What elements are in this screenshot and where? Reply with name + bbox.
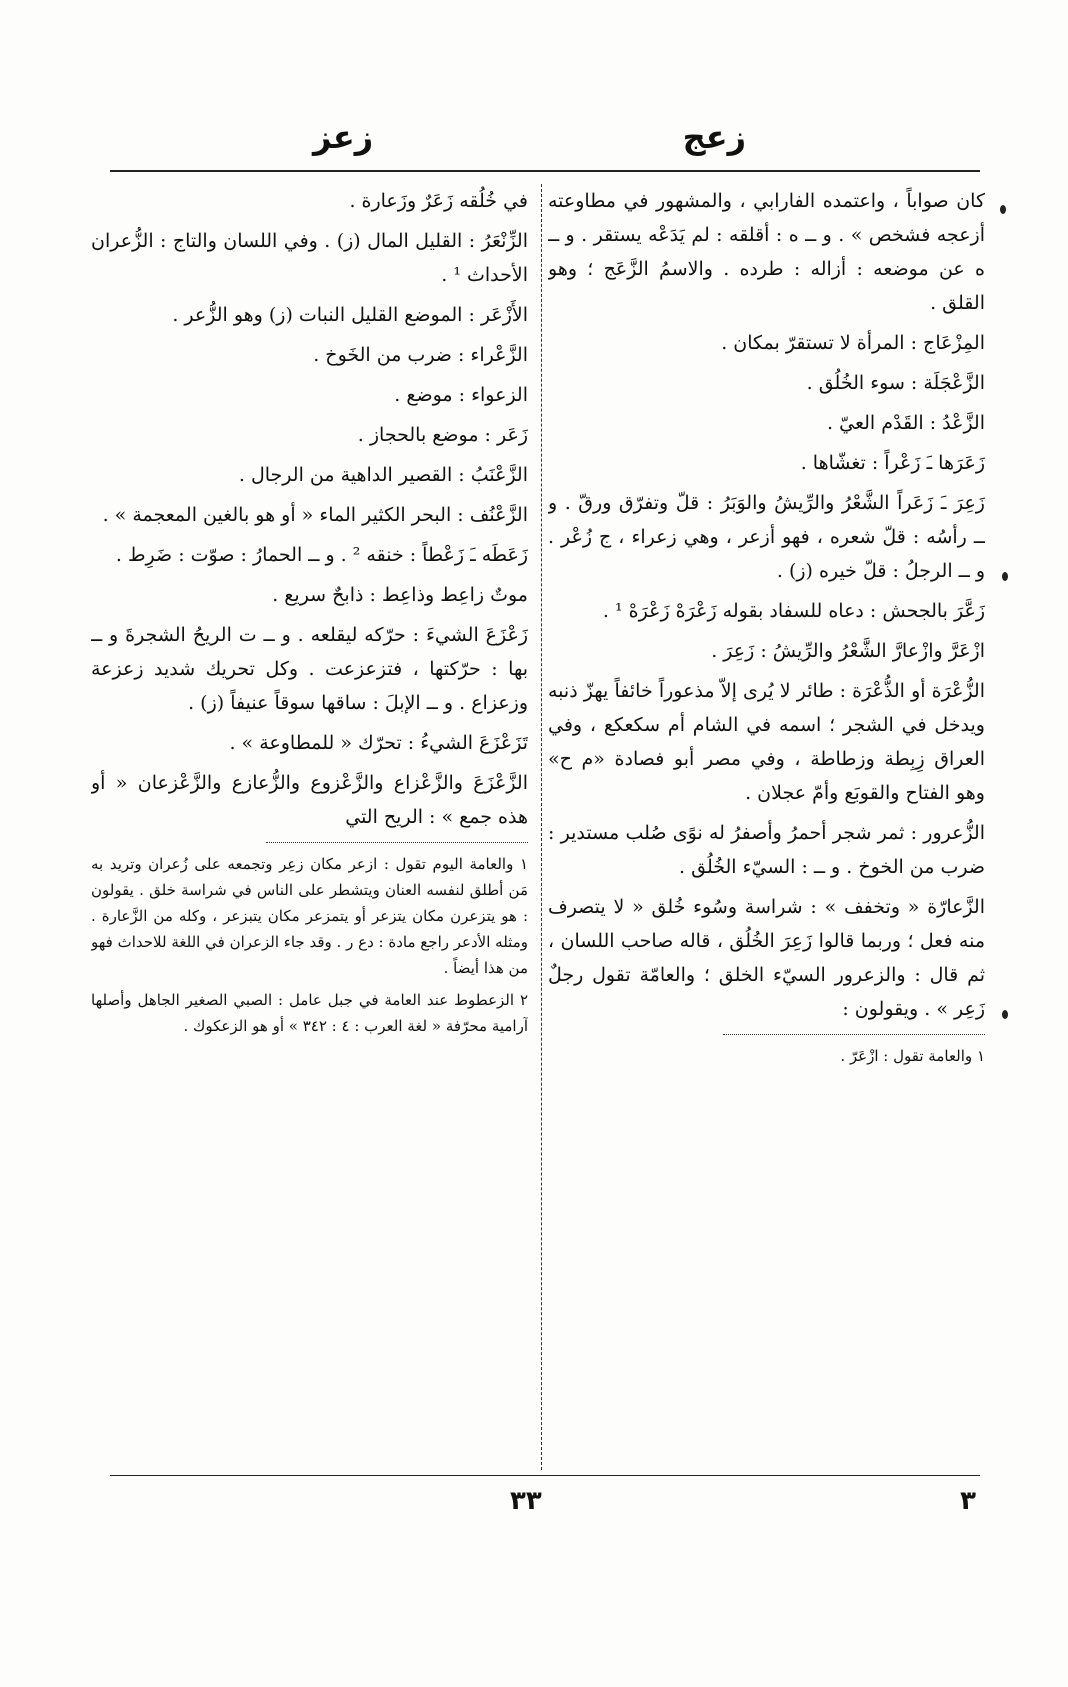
header-left: زعز — [313, 118, 374, 156]
footnote: ١ والعامة اليوم تقول : ازعر مكان زعِر وتجمعه على زُعران وتريد به مَن أطلق لنفسه العنان ويتشطر على الناس في شراسة خلق . يقولون : هو يتزعرن مكان يتزعر أو يتمزعر مكان يتبزعر ، وكله من الزَّعارة . ومثله الأدعر راجع مادة : دع ر . وقد جاء الزعران في اللغة للاحداث فهو من هذا أيضاً . — [91, 855, 528, 977]
page-number-center: ٣٣ — [510, 1486, 542, 1516]
entry: الزَّعْنُف : البحر الكثير الماء « أو هو بالغين المعجمة » . — [102, 504, 528, 526]
column-divider — [541, 184, 542, 1470]
margin-mark — [1002, 572, 1008, 581]
entry: الزَّعْجَلَة : سوء الخُلُق . — [806, 372, 985, 394]
bottom-rule — [110, 1475, 980, 1476]
footnote: ١ والعامة تقول : ازْعَرّ . — [840, 1047, 985, 1065]
footnote-separator — [266, 842, 528, 843]
entry: زَعَرَها ـَ زَعْراً : تغشّاها . — [800, 452, 985, 474]
entry: تَزَعْزَعَ الشيءُ : تحرّك « للمطاوعة » . — [229, 732, 528, 754]
entry: زَعَطَه ـَ زَعْطاً : خنقه ² . و ــ الحمارُ : صوّت : ضَرِط . — [115, 544, 528, 566]
entry: الأَزْعَر : الموضع القليل النبات (ز) وهو الزُّعر . — [172, 304, 528, 326]
right-column — [548, 184, 985, 1470]
footnote-separator — [723, 1034, 985, 1035]
entry: موتٌ زاعِط وذاعِط : ذابحٌ سريع . — [272, 584, 528, 606]
margin-mark — [1000, 205, 1006, 214]
running-headers — [108, 118, 981, 168]
entry: الزَّعْنَبُ : القصير الداهية من الرجال . — [238, 464, 528, 486]
entry: المِزْعَاج : المرأة لا تستقرّ بمكان . — [721, 332, 985, 354]
footnote: ٢ الزعطوط عند العامة في جبل عامل : الصبي الصغير الجاهل وأصلها آرامية محرّفة « لغة العرب : ٤ : ٣٤٢ » أو هو الزعكوك . — [91, 991, 528, 1035]
page-number-right: ٣ — [960, 1486, 976, 1516]
entry: ازْعَرَّ وازْعارَّ الشَّعْرُ والرِّيشُ : زَعِرَ . — [711, 640, 985, 662]
entry: زَعَر : موضع بالحجاز . — [357, 424, 528, 446]
entry: الزَّعارّة « وتخفف » : شراسة وسُوء خُلق « لا يتصرف منه فعل ؛ وربما قالوا زَعِرَ الخُلُق ، قاله صاحب اللسان ، ثم قال : والزعرور السيّء الخلق ؛ والعامّة تقول رجلٌ زَعِر » . ويقولون : — [548, 896, 985, 1020]
entry: الزَّعْدُ : القَدْم العيّ . — [827, 412, 985, 434]
entry: الزِّنْعَرُ : القليل المال (ز) . وفي اللسان والتاج : الزُّعران الأحداث ¹ . — [91, 230, 528, 286]
entry: زَعْزَعَ الشيءَ : حرّكه ليقلعه . و ــ ت الريحُ الشجرةَ و ــ بها : حرّكتها ، فتزعزعت . وكل تحريك شديد زعزعة وزعزاع . و ــ الإبلَ : ساقها سوقاً عنيفاً (ز) . — [91, 624, 528, 714]
margin-mark — [1002, 1010, 1008, 1019]
entry: الزُّعرور : ثمر شجر أحمرُ وأصفرُ له نوًى صُلب مستدير : ضرب من الخوخ . و ــ : السيّء الخُلُق . — [548, 822, 985, 878]
header-right: زعج — [682, 118, 746, 156]
entry: الزُّعْرَة أو الذُّعْرَة : طائر لا يُرى إلاّ مذعوراً خائفاً يهزّ ذنبه ويدخل في الشجر ؛ اسمه في الشام أم سكعكع ، وفي العراق زِبِطة وزطاطة ، وفي مصر أبو فصادة «م ح» وهو الفتاح والقوبَع وأمّ عجلان . — [548, 680, 985, 804]
top-rule — [110, 170, 980, 172]
entry: زَعِرَ ـَ زَعَراً الشَّعْرُ والرِّيشُ والوَبَرُ : قلّ وتفرّق ورقّ . و ــ رأسُه : قلّ شعره ، فهو أزعر ، وهي زعراء ، ج زُعْر . و ــ الرجلُ : قلّ خيره (ز) . — [548, 492, 985, 582]
entry: الزَّعْراء : ضرب من الخَوخ . — [313, 344, 528, 366]
entry: زَعَّرَ بالجحش : دعاه للسفاد بقوله زَعْرَهْ زَعْرَهْ ¹ . — [602, 600, 985, 622]
entry: كان صواباً ، واعتمده الفارابي ، والمشهور في مطاوعته أزعجه فشخص » . و ــ ه : أقلقه : لم يَدَعْه يستقر . و ــ ه عن موضعه : أزاله : طرده . والاسمُ الزَّعَج ؛ وهو القلق . — [548, 190, 985, 314]
left-column — [91, 184, 528, 1470]
entry: الزَّعْزَعَ والزَّعْزاع والزَّعْزوع والزُّعازع والزَّعْزعان « أو هذه جمع » : الريح التي — [91, 772, 528, 828]
entry: الزعواء : موضع . — [394, 384, 528, 406]
entry: في خُلُقه زَعَرٌ وزَعارة . — [349, 190, 528, 212]
